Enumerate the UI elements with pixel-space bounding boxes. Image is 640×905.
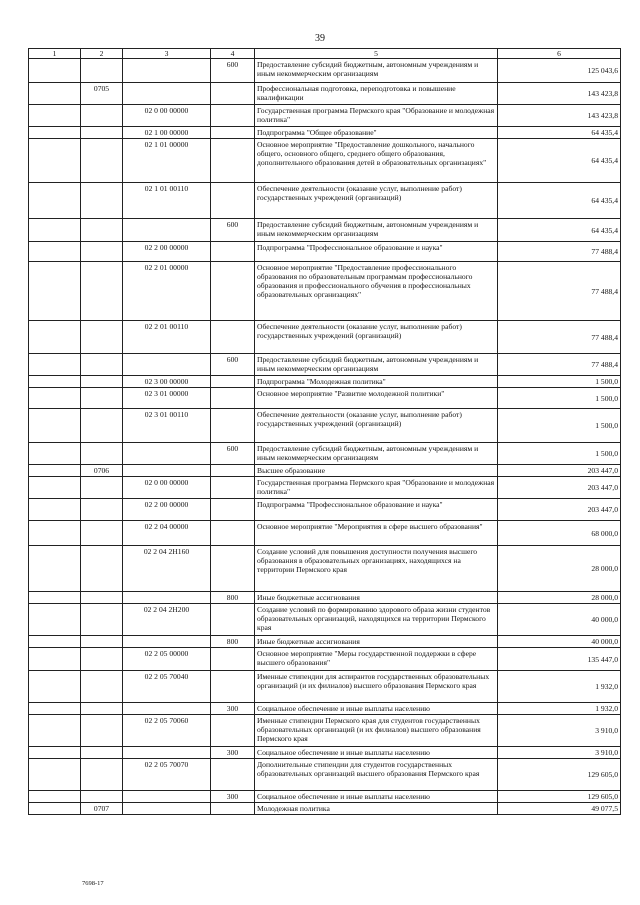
cell-target-article	[123, 592, 211, 604]
cell-description: Основное мероприятие "Развитие молодежной политики"	[255, 388, 498, 409]
cell-section-code	[81, 521, 123, 546]
cell-expense-type: 800	[211, 592, 255, 604]
cell-section-code: 0706	[81, 465, 123, 477]
cell-col1	[29, 219, 81, 242]
cell-target-article: 02 2 05 70070	[123, 759, 211, 791]
cell-target-article	[123, 83, 211, 105]
cell-expense-type	[211, 83, 255, 105]
cell-amount: 64 435,4	[498, 139, 621, 183]
table-row	[29, 803, 621, 815]
cell-expense-type	[211, 242, 255, 262]
cell-expense-type	[211, 604, 255, 636]
cell-description: Иные бюджетные ассигнования	[255, 636, 498, 648]
cell-description: Обеспечение деятельности (оказание услуг, выполнение работ) государственных учреждений (организаций)	[255, 321, 498, 354]
cell-target-article: 02 2 00 00000	[123, 242, 211, 262]
cell-section-code	[81, 409, 123, 443]
cell-expense-type: 300	[211, 791, 255, 803]
cell-target-article	[123, 791, 211, 803]
cell-target-article: 02 2 04 00000	[123, 521, 211, 546]
table-row	[29, 521, 621, 546]
cell-expense-type	[211, 127, 255, 139]
cell-section-code	[81, 59, 123, 83]
cell-section-code	[81, 703, 123, 715]
cell-description: Подпрограмма "Профессиональное образование и наука"	[255, 499, 498, 521]
table-row	[29, 759, 621, 791]
cell-section-code	[81, 139, 123, 183]
table-row	[29, 636, 621, 648]
table-row	[29, 747, 621, 759]
cell-expense-type: 600	[211, 443, 255, 465]
page-number: 39	[315, 33, 325, 44]
cell-target-article	[123, 219, 211, 242]
table-row	[29, 59, 621, 83]
cell-target-article: 02 1 00 00000	[123, 127, 211, 139]
cell-description: Именные стипендии Пермского края для студентов государственных образовательных организаций (и их филиалов) высшего образования Пермского края	[255, 715, 498, 747]
cell-col1	[29, 671, 81, 703]
table-row	[29, 703, 621, 715]
cell-amount: 143 423,8	[498, 105, 621, 127]
cell-description: Государственная программа Пермского края "Образование и молодежная политика"	[255, 105, 498, 127]
cell-description: Именные стипендии для аспирантов государственных образовательных организаций (и их филиалов) высшего образования Пермского края	[255, 671, 498, 703]
table-header	[29, 49, 621, 59]
cell-description: Предоставление субсидий бюджетным, автономным учреждениям и иным некоммерческим организациям	[255, 59, 498, 83]
cell-col1	[29, 443, 81, 465]
cell-amount: 1 500,0	[498, 388, 621, 409]
cell-expense-type	[211, 671, 255, 703]
cell-amount: 64 435,4	[498, 219, 621, 242]
cell-amount: 135 447,0	[498, 648, 621, 671]
cell-target-article	[123, 465, 211, 477]
cell-description: Высшее образование	[255, 465, 498, 477]
cell-section-code	[81, 219, 123, 242]
cell-target-article: 02 2 05 00000	[123, 648, 211, 671]
cell-description: Предоставление субсидий бюджетным, автономным учреждениям и иным некоммерческим организациям	[255, 354, 498, 376]
table-row	[29, 388, 621, 409]
cell-expense-type	[211, 139, 255, 183]
table-row	[29, 791, 621, 803]
cell-target-article: 02 2 04 2Н200	[123, 604, 211, 636]
cell-amount: 1 932,0	[498, 671, 621, 703]
cell-amount: 3 910,0	[498, 715, 621, 747]
header-col-4: 4	[211, 49, 255, 59]
cell-amount: 125 043,6	[498, 59, 621, 83]
cell-target-article: 02 0 00 00000	[123, 477, 211, 499]
cell-description: Социальное обеспечение и иные выплаты населению	[255, 791, 498, 803]
table-row	[29, 499, 621, 521]
cell-col1	[29, 465, 81, 477]
cell-section-code	[81, 604, 123, 636]
cell-target-article: 02 1 01 00110	[123, 183, 211, 219]
cell-expense-type	[211, 388, 255, 409]
cell-section-code: 0705	[81, 83, 123, 105]
cell-target-article	[123, 354, 211, 376]
cell-col1	[29, 183, 81, 219]
cell-target-article	[123, 747, 211, 759]
table-row	[29, 219, 621, 242]
cell-section-code	[81, 183, 123, 219]
cell-col1	[29, 499, 81, 521]
cell-target-article	[123, 703, 211, 715]
cell-amount: 3 910,0	[498, 747, 621, 759]
cell-description: Создание условий для повышения доступности получения высшего образования в образовательных организациях, находящихся на территории Пермского края	[255, 546, 498, 592]
cell-description: Основное мероприятие "Предоставление профессионального образования по образовательным программам профессионального образования и профессионального обучения в профессиональных образовательных организациях"	[255, 262, 498, 321]
header-col-3: 3	[123, 49, 211, 59]
table-row	[29, 127, 621, 139]
cell-section-code	[81, 546, 123, 592]
cell-description: Дополнительные стипендии для студентов государственных образовательных организаций высшего образования Пермского края	[255, 759, 498, 791]
cell-target-article: 02 3 01 00110	[123, 409, 211, 443]
cell-amount: 77 488,4	[498, 354, 621, 376]
table-row	[29, 409, 621, 443]
table-row	[29, 139, 621, 183]
cell-col1	[29, 521, 81, 546]
cell-section-code	[81, 592, 123, 604]
cell-expense-type	[211, 715, 255, 747]
cell-col1	[29, 791, 81, 803]
cell-col1	[29, 546, 81, 592]
cell-section-code	[81, 477, 123, 499]
cell-amount: 203 447,0	[498, 499, 621, 521]
cell-col1	[29, 803, 81, 815]
cell-section-code	[81, 354, 123, 376]
cell-amount: 129 605,0	[498, 791, 621, 803]
cell-target-article: 02 2 05 70060	[123, 715, 211, 747]
cell-amount: 1 500,0	[498, 443, 621, 465]
cell-expense-type: 600	[211, 354, 255, 376]
cell-section-code	[81, 242, 123, 262]
cell-expense-type: 300	[211, 703, 255, 715]
table-row	[29, 354, 621, 376]
cell-col1	[29, 592, 81, 604]
cell-expense-type	[211, 183, 255, 219]
cell-expense-type: 300	[211, 747, 255, 759]
cell-col1	[29, 321, 81, 354]
header-col-2: 2	[81, 49, 123, 59]
cell-amount: 64 435,4	[498, 183, 621, 219]
cell-description: Основное мероприятие "Меры государственной поддержки в сфере высшего образования"	[255, 648, 498, 671]
cell-col1	[29, 648, 81, 671]
cell-description: Предоставление субсидий бюджетным, автономным учреждениям и иным некоммерческим организациям	[255, 443, 498, 465]
cell-target-article	[123, 443, 211, 465]
cell-description: Предоставление субсидий бюджетным, автономным учреждениям и иным некоммерческим организациям	[255, 219, 498, 242]
table-row	[29, 592, 621, 604]
cell-expense-type: 600	[211, 59, 255, 83]
cell-amount: 40 000,0	[498, 636, 621, 648]
cell-target-article: 02 2 01 00000	[123, 262, 211, 321]
cell-col1	[29, 759, 81, 791]
cell-section-code	[81, 648, 123, 671]
table-body	[29, 59, 621, 815]
cell-section-code	[81, 759, 123, 791]
cell-expense-type	[211, 262, 255, 321]
cell-section-code	[81, 321, 123, 354]
cell-expense-type	[211, 648, 255, 671]
cell-col1	[29, 604, 81, 636]
cell-amount: 77 488,4	[498, 242, 621, 262]
cell-target-article: 02 3 01 00000	[123, 388, 211, 409]
cell-target-article: 02 3 00 00000	[123, 376, 211, 388]
cell-description: Основное мероприятие "Мероприятия в сфере высшего образования"	[255, 521, 498, 546]
cell-amount: 1 500,0	[498, 409, 621, 443]
header-col-5: 5	[255, 49, 498, 59]
cell-description: Подпрограмма "Общее образование"	[255, 127, 498, 139]
cell-col1	[29, 477, 81, 499]
cell-amount: 129 605,0	[498, 759, 621, 791]
cell-target-article	[123, 636, 211, 648]
table-row	[29, 242, 621, 262]
cell-expense-type	[211, 759, 255, 791]
table-row	[29, 183, 621, 219]
table-row	[29, 465, 621, 477]
cell-section-code	[81, 715, 123, 747]
cell-section-code	[81, 671, 123, 703]
cell-amount: 203 447,0	[498, 465, 621, 477]
cell-amount: 68 000,0	[498, 521, 621, 546]
cell-amount: 143 423,8	[498, 83, 621, 105]
cell-expense-type	[211, 521, 255, 546]
cell-description: Молодежная политика	[255, 803, 498, 815]
cell-expense-type	[211, 477, 255, 499]
cell-target-article: 02 2 05 70040	[123, 671, 211, 703]
cell-expense-type: 600	[211, 219, 255, 242]
table-row	[29, 671, 621, 703]
budget-table	[28, 48, 621, 815]
cell-col1	[29, 105, 81, 127]
cell-description: Создание условий по формированию здорового образа жизни студентов образовательных организаций, находящихся на территории Пермского края	[255, 604, 498, 636]
cell-target-article: 02 1 01 00000	[123, 139, 211, 183]
cell-expense-type	[211, 546, 255, 592]
cell-description: Социальное обеспечение и иные выплаты населению	[255, 703, 498, 715]
cell-expense-type	[211, 499, 255, 521]
cell-target-article: 02 0 00 00000	[123, 105, 211, 127]
cell-col1	[29, 388, 81, 409]
cell-description: Обеспечение деятельности (оказание услуг, выполнение работ) государственных учреждений (организаций)	[255, 183, 498, 219]
table-row	[29, 443, 621, 465]
cell-description: Основное мероприятие "Предоставление дошкольного, начального общего, основного общего, среднего общего образования, дополнительного образования детей в образовательных организациях"	[255, 139, 498, 183]
cell-expense-type	[211, 465, 255, 477]
cell-section-code	[81, 791, 123, 803]
cell-target-article	[123, 803, 211, 815]
cell-col1	[29, 409, 81, 443]
cell-target-article	[123, 59, 211, 83]
cell-target-article: 02 2 01 00110	[123, 321, 211, 354]
cell-expense-type	[211, 409, 255, 443]
cell-amount: 49 077,5	[498, 803, 621, 815]
cell-expense-type	[211, 803, 255, 815]
cell-section-code	[81, 443, 123, 465]
header-col-6: 6	[498, 49, 621, 59]
cell-description: Иные бюджетные ассигнования	[255, 592, 498, 604]
document-code: 7698-17	[82, 880, 104, 887]
table-row	[29, 715, 621, 747]
table-row	[29, 376, 621, 388]
cell-target-article: 02 2 00 00000	[123, 499, 211, 521]
cell-amount: 77 488,4	[498, 321, 621, 354]
cell-amount: 77 488,4	[498, 262, 621, 321]
cell-expense-type: 800	[211, 636, 255, 648]
cell-description: Подпрограмма "Молодежная политика"	[255, 376, 498, 388]
cell-section-code	[81, 105, 123, 127]
cell-amount: 64 435,4	[498, 127, 621, 139]
cell-col1	[29, 83, 81, 105]
cell-amount: 28 000,0	[498, 546, 621, 592]
table-row	[29, 105, 621, 127]
table-row	[29, 546, 621, 592]
cell-section-code	[81, 376, 123, 388]
table-row	[29, 604, 621, 636]
cell-amount: 28 000,0	[498, 592, 621, 604]
cell-expense-type	[211, 376, 255, 388]
cell-col1	[29, 715, 81, 747]
table-row	[29, 477, 621, 499]
cell-section-code	[81, 388, 123, 409]
cell-col1	[29, 636, 81, 648]
cell-section-code	[81, 127, 123, 139]
cell-amount: 40 000,0	[498, 604, 621, 636]
cell-description: Обеспечение деятельности (оказание услуг, выполнение работ) государственных учреждений (организаций)	[255, 409, 498, 443]
cell-col1	[29, 703, 81, 715]
cell-col1	[29, 139, 81, 183]
cell-amount: 203 447,0	[498, 477, 621, 499]
cell-col1	[29, 59, 81, 83]
cell-section-code	[81, 747, 123, 759]
cell-description: Подпрограмма "Профессиональное образование и наука"	[255, 242, 498, 262]
cell-description: Государственная программа Пермского края "Образование и молодежная политика"	[255, 477, 498, 499]
table-row	[29, 83, 621, 105]
cell-col1	[29, 747, 81, 759]
cell-description: Социальное обеспечение и иные выплаты населению	[255, 747, 498, 759]
cell-description: Профессиональная подготовка, переподготовка и повышение квалификации	[255, 83, 498, 105]
table-row	[29, 262, 621, 321]
cell-col1	[29, 242, 81, 262]
cell-target-article: 02 2 04 2Н160	[123, 546, 211, 592]
cell-expense-type	[211, 105, 255, 127]
cell-section-code	[81, 262, 123, 321]
cell-section-code: 0707	[81, 803, 123, 815]
cell-section-code	[81, 499, 123, 521]
cell-section-code	[81, 636, 123, 648]
cell-col1	[29, 354, 81, 376]
table-row	[29, 648, 621, 671]
cell-amount: 1 932,0	[498, 703, 621, 715]
header-col-1: 1	[29, 49, 81, 59]
cell-amount: 1 500,0	[498, 376, 621, 388]
cell-col1	[29, 376, 81, 388]
table-row	[29, 321, 621, 354]
cell-col1	[29, 127, 81, 139]
cell-expense-type	[211, 321, 255, 354]
cell-col1	[29, 262, 81, 321]
